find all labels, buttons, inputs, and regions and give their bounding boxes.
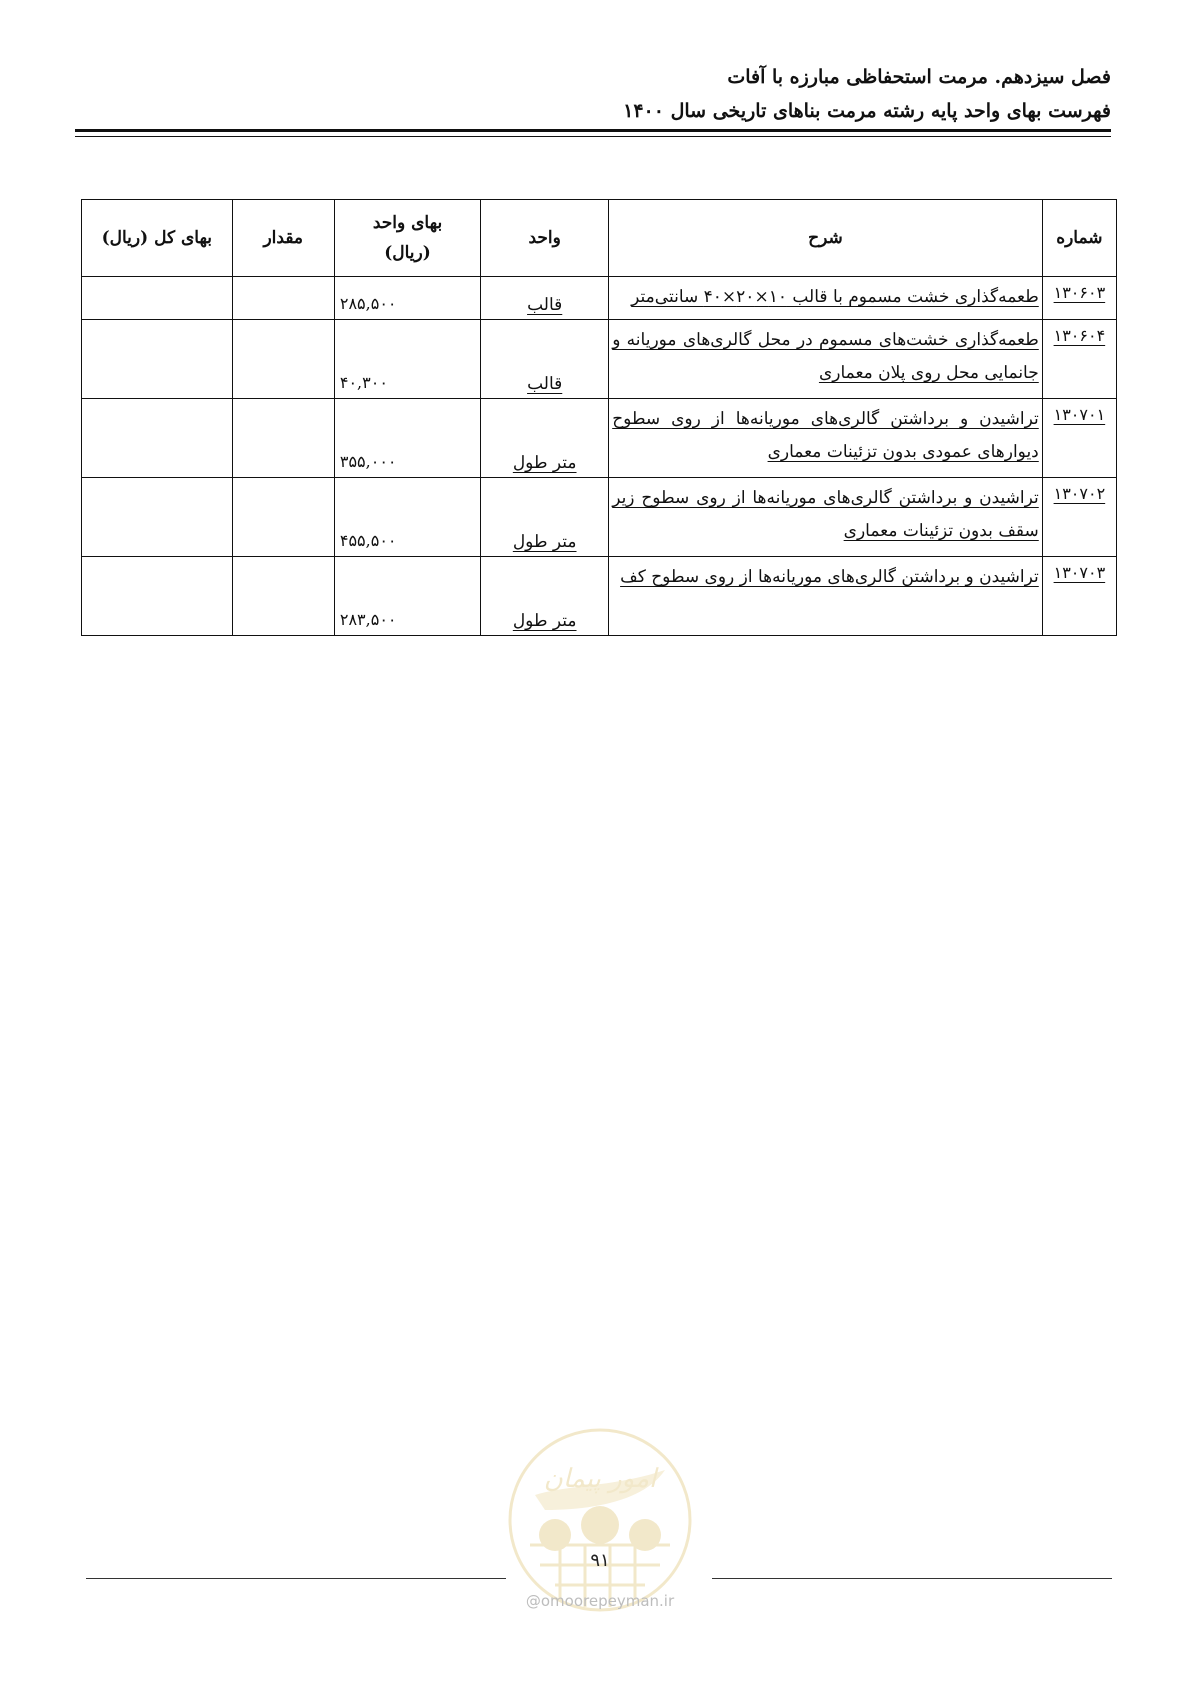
row-quantity	[232, 277, 334, 320]
row-total-price	[82, 478, 233, 557]
row-quantity	[232, 320, 334, 399]
row-description: طعمه‌گذاری خشت‌های مسموم در محل گالری‌های موریانه و جانمایی محل روی پلان معماری	[609, 320, 1043, 399]
col-header-quantity: مقدار	[232, 200, 334, 277]
col-header-total-price: بهای کل (ریال)	[82, 200, 233, 277]
col-header-unit: واحد	[481, 200, 609, 277]
row-quantity	[232, 399, 334, 478]
row-unit: متر طول	[481, 478, 609, 557]
row-number: ۱۳۰۷۰۲	[1042, 478, 1116, 557]
row-unit-price: ۴۵۵,۵۰۰	[334, 478, 480, 557]
row-description: تراشیدن و برداشتن گالری‌های موریانه‌ها از روی سطوح کف	[609, 557, 1043, 636]
col-header-number: شماره	[1042, 200, 1116, 277]
table-row	[82, 277, 1117, 320]
col-header-unit-price	[334, 200, 480, 277]
row-description: تراشیدن و برداشتن گالری‌های موریانه‌ها از روی سطوح زیر سقف بدون تزئینات معماری	[609, 478, 1043, 557]
col-header-unit-price-currency: (ریال)	[384, 243, 431, 263]
table-row	[82, 478, 1117, 557]
col-header-description: شرح	[609, 200, 1043, 277]
row-number: ۱۳۰۶۰۴	[1042, 320, 1116, 399]
row-quantity	[232, 478, 334, 557]
row-quantity	[232, 557, 334, 636]
header-rule-thick	[75, 129, 1111, 132]
table-row	[82, 399, 1117, 478]
row-number: ۱۳۰۷۰۱	[1042, 399, 1116, 478]
row-unit: قالب	[481, 277, 609, 320]
row-total-price	[82, 320, 233, 399]
row-total-price	[82, 557, 233, 636]
row-unit-price: ۴۰,۳۰۰	[334, 320, 480, 399]
row-total-price	[82, 277, 233, 320]
page-header	[211, 60, 1111, 128]
svg-text:امور پیمان: امور پیمان	[543, 1464, 657, 1494]
table-row	[82, 320, 1117, 399]
row-unit-price: ۲۸۳,۵۰۰	[334, 557, 480, 636]
row-unit-price: ۳۵۵,۰۰۰	[334, 399, 480, 478]
row-description: طعمه‌گذاری خشت مسموم با قالب ۱۰×۲۰×۴۰ سانتی‌متر	[609, 277, 1043, 320]
header-rule-thin	[75, 136, 1111, 137]
row-total-price	[82, 399, 233, 478]
table-row	[82, 557, 1117, 636]
page-number: ۹۱	[590, 1550, 610, 1571]
row-unit-price: ۲۸۵,۵۰۰	[334, 277, 480, 320]
footer-rule-left	[86, 1578, 506, 1579]
document-title: فهرست بهای واحد پایه رشته مرمت بناهای تاریخی سال ۱۴۰۰	[623, 100, 1111, 122]
row-unit: متر طول	[481, 557, 609, 636]
col-header-unit-price-label: بهای واحد	[372, 213, 443, 233]
table-header-row	[82, 200, 1117, 277]
row-number: ۱۳۰۶۰۳	[1042, 277, 1116, 320]
row-unit: قالب	[481, 320, 609, 399]
website-watermark: @omoorepeyman.ir	[525, 1592, 675, 1610]
watermark-logo-icon	[505, 1425, 695, 1615]
chapter-title: فصل سیزدهم. مرمت استحفاظی مبارزه با آفات	[727, 66, 1111, 88]
footer-rule-right	[712, 1578, 1112, 1579]
row-number: ۱۳۰۷۰۳	[1042, 557, 1116, 636]
row-unit: متر طول	[481, 399, 609, 478]
row-description: تراشیدن و برداشتن گالری‌های موریانه‌ها از روی سطوح دیوارهای عمودی بدون تزئینات معماری	[609, 399, 1043, 478]
price-table	[81, 199, 1117, 636]
